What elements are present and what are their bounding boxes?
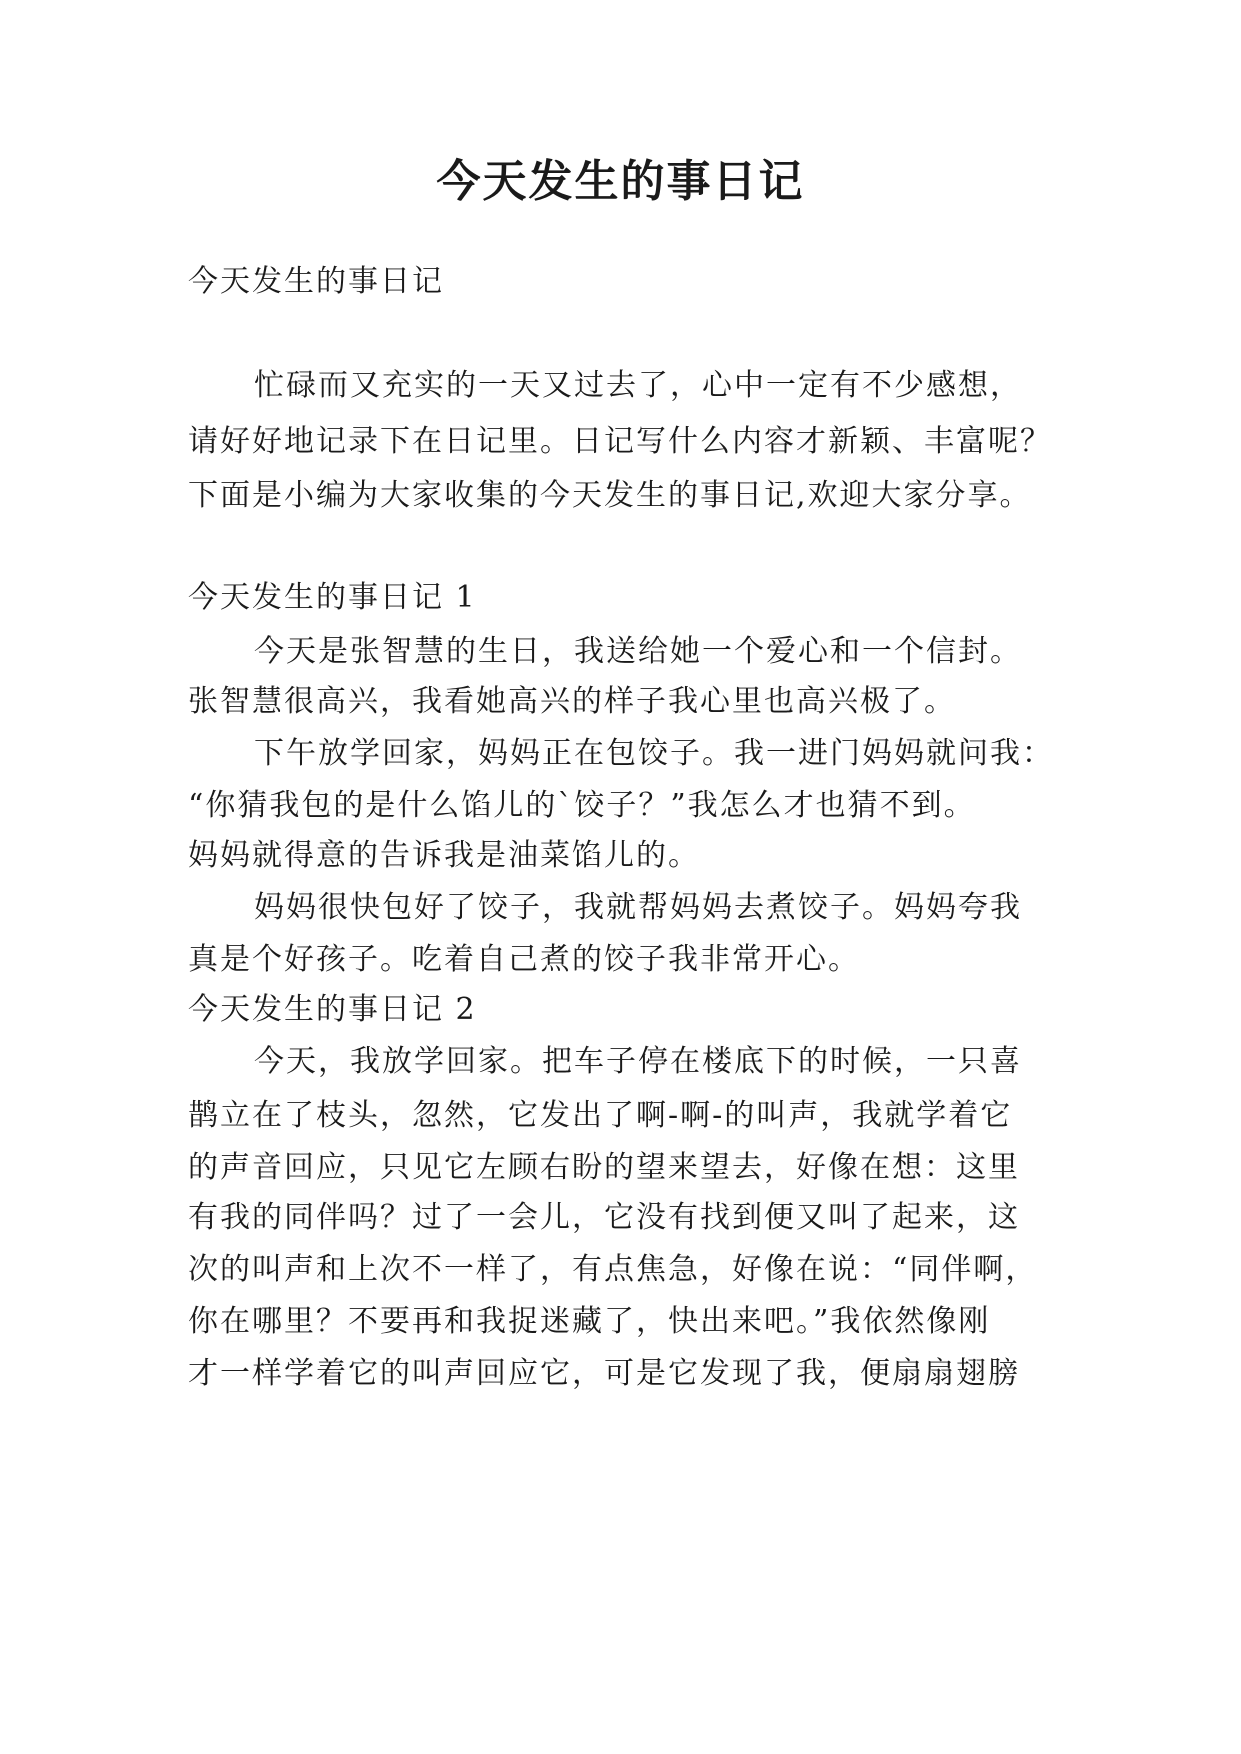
paragraph-line: 今天，我放学回家。把车子停在楼底下的时候，一只喜 — [254, 1044, 1022, 1079]
section-heading: 今天发生的事日记 2 — [188, 992, 477, 1027]
paragraph-line: 次的叫声和上次不一样了，有点焦急，好像在说：“同伴啊， — [188, 1252, 1038, 1287]
paragraph-line: 今天是张智慧的生日，我送给她一个爱心和一个信封。 — [254, 634, 1022, 669]
paragraph-line: 下午放学回家，妈妈正在包饺子。我一进门妈妈就问我： — [254, 736, 1054, 771]
paragraph-line: 有我的同伴吗？过了一会儿，它没有找到便又叫了起来，这 — [188, 1200, 1020, 1235]
paragraph-line: 妈妈很快包好了饺子，我就帮妈妈去煮饺子。妈妈夸我 — [254, 890, 1022, 925]
intro-line: 下面是小编为大家收集的今天发生的事日记,欢迎大家分享。 — [188, 478, 1032, 513]
paragraph-line: 鹊立在了枝头，忽然，它发出了啊-啊-的叫声，我就学着它 — [188, 1098, 1013, 1133]
paragraph-line: 真是个好孩子。吃着自己煮的饺子我非常开心。 — [188, 942, 860, 977]
paragraph-line: 才一样学着它的叫声回应它，可是它发现了我，便扇扇翅膀 — [188, 1356, 1020, 1391]
paragraph-line: 妈妈就得意的告诉我是油菜馅儿的。 — [188, 838, 700, 873]
paragraph-line: 张智慧很高兴，我看她高兴的样子我心里也高兴极了。 — [188, 684, 956, 719]
paragraph-line: 你在哪里？不要再和我捉迷藏了，快出来吧。”我依然像刚 — [188, 1304, 991, 1339]
document-title: 今天发生的事日记 — [436, 156, 805, 207]
intro-line: 忙碌而又充实的一天又过去了，心中一定有不少感想， — [254, 368, 1022, 403]
paragraph-line: “你猜我包的是什么馅儿的`饺子？”我怎么才也猜不到。 — [188, 788, 976, 823]
paragraph-line: 的声音回应，只见它左顾右盼的望来望去，好像在想：这里 — [188, 1150, 1020, 1185]
section-heading: 今天发生的事日记 1 — [188, 580, 477, 615]
intro-line: 请好好地记录下在日记里。日记写什么内容才新颖、丰富呢？ — [188, 424, 1052, 459]
document-subtitle: 今天发生的事日记 — [188, 264, 444, 299]
